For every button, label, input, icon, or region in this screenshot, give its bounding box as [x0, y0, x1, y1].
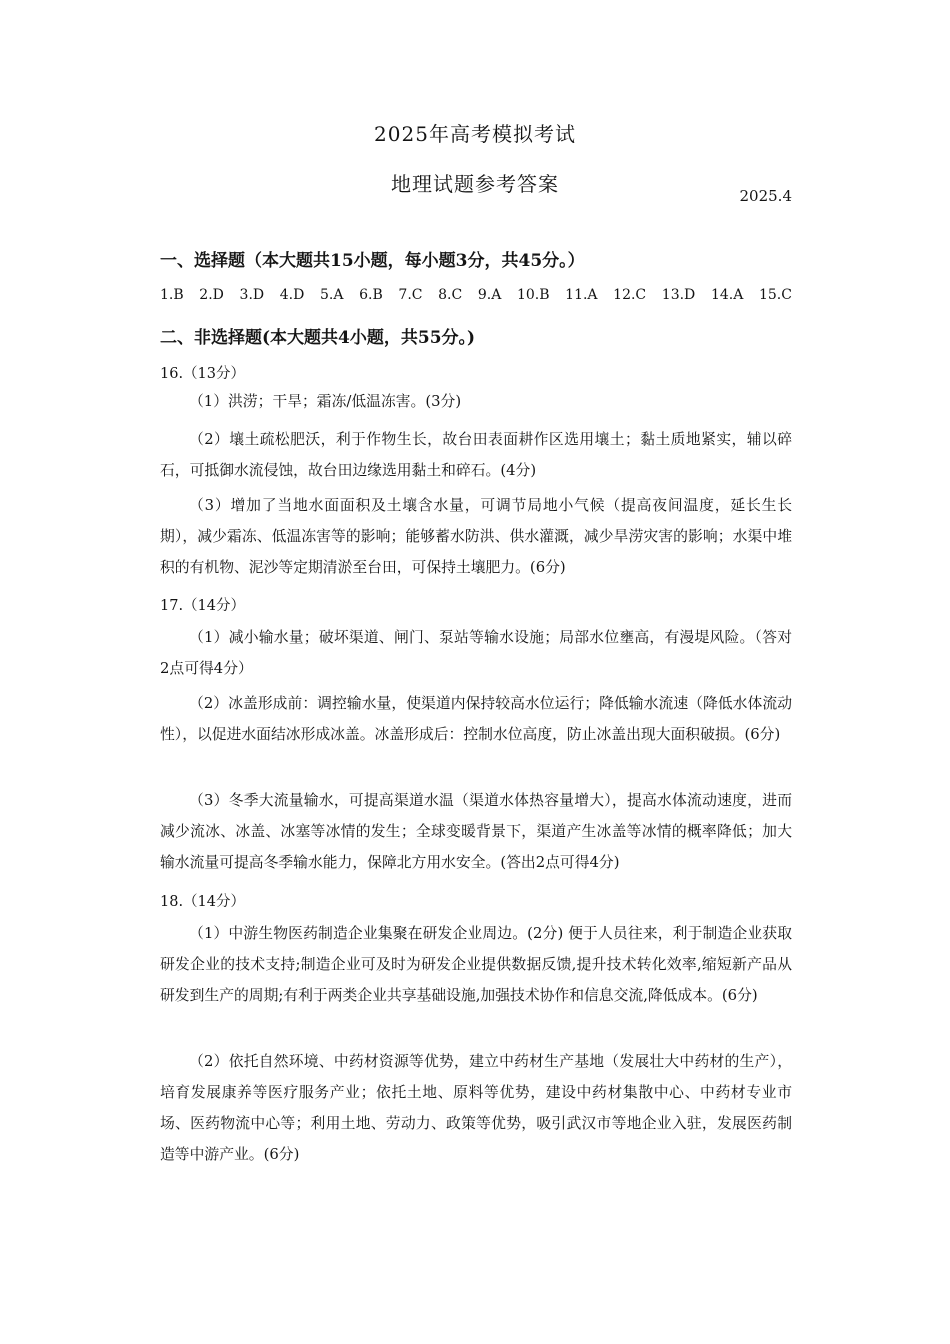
document-subtitle: 地理试题参考答案 — [391, 172, 559, 196]
choice-answer: 13.D — [661, 287, 696, 303]
question-17-part-3: （3）冬季大流量输水，可提高渠道水温（渠道水体热容量增大），提高水体流动速度，进而减少流冰、冰盖、冰塞等冰情的发生；全球变暖背景下，渠道产生冰盖等冰情的概率降低；加大输水流量可提高冬季输水能力，保障北方用水安全。(答出2点可得4分) — [160, 792, 792, 871]
choice-answer: 1.B — [160, 287, 184, 303]
choice-answer: 9.A — [477, 287, 502, 303]
choice-answer: 15.C — [758, 287, 792, 303]
question-16-part-1: （1）洪涝；干旱；霜冻/低温冻害。(3分) — [189, 393, 462, 410]
section-heading-multiple-choice: 一、选择题（本大题共15小题，每小题3分，共45分。） — [160, 251, 585, 271]
question-17-heading: 17.（14分） — [160, 598, 246, 614]
choice-answer: 11.A — [565, 287, 598, 303]
choice-answer: 14.A — [710, 287, 744, 303]
question-18-part-1: （1）中游生物医药制造企业集聚在研发企业周边。(2分) 便于人员往来，利于制造企业获取研发企业的技术支持;制造企业可及时为研发企业提供数据反馈,提升技术转化效率,缩短新产品从研发到生产的周期;有利于两类企业共享基础设施,加强技术协作和信息交流,降低成本。(6分) — [160, 925, 792, 1004]
question-18-part-2: （2）依托自然环境、中药材资源等优势，建立中药材生产基地（发展壮大中药材的生产），培育发展康养等医疗服务产业；依托土地、原料等优势，建设中药材集散中心、中药材专业市场、医药物流中心等；利用土地、劳动力、政策等优势，吸引武汉市等地企业入驻，发展医药制造等中游产业。(6分) — [160, 1053, 792, 1163]
choice-answer: 6.B — [359, 287, 383, 303]
choice-answer: 7.C — [398, 287, 423, 303]
choice-answer: 8.C — [438, 287, 463, 303]
multiple-choice-answer-row — [160, 287, 792, 303]
document-date: 2025.4 — [739, 187, 792, 205]
question-16-part-3: （3）增加了当地水面面积及土壤含水量，可调节局地小气候（提高夜间温度，延长生长期），减少霜冻、低温冻害等的影响；能够蓄水防洪、供水灌溉，减少旱涝灾害的影响；水渠中堆积的有机物、泥沙等定期清淤至台田，可保持土壤肥力。(6分) — [160, 497, 792, 576]
choice-answer: 4.D — [279, 287, 305, 303]
section-heading-non-choice: 二、非选择题(本大题共4小题，共55分。) — [160, 328, 476, 348]
choice-answer: 5.A — [320, 287, 344, 303]
question-17-part-1: （1）减小输水量；破坏渠道、闸门、泵站等输水设施；局部水位壅高，有漫堤风险。（答对2点可得4分） — [160, 629, 792, 677]
choice-answer: 10.B — [516, 287, 550, 303]
question-17-part-2: （2）冰盖形成前：调控输水量，使渠道内保持较高水位运行；降低输水流速（降低水体流动性），以促进水面结冰形成冰盖。冰盖形成后：控制水位高度，防止冰盖出现大面积破损。(6分) — [160, 695, 792, 743]
exam-title: 2025年高考模拟考试 — [374, 122, 576, 146]
question-16-heading: 16.（13分） — [160, 366, 246, 382]
question-18-heading: 18.（14分） — [160, 894, 246, 910]
choice-answer: 3.D — [239, 287, 265, 303]
choice-answer: 12.C — [613, 287, 647, 303]
question-16-part-2: （2）壤土疏松肥沃，利于作物生长，故台田表面耕作区选用壤土；黏土质地紧实，辅以碎石，可抵御水流侵蚀，故台田边缘选用黏土和碎石。(4分) — [160, 431, 792, 479]
choice-answer: 2.D — [199, 287, 224, 303]
